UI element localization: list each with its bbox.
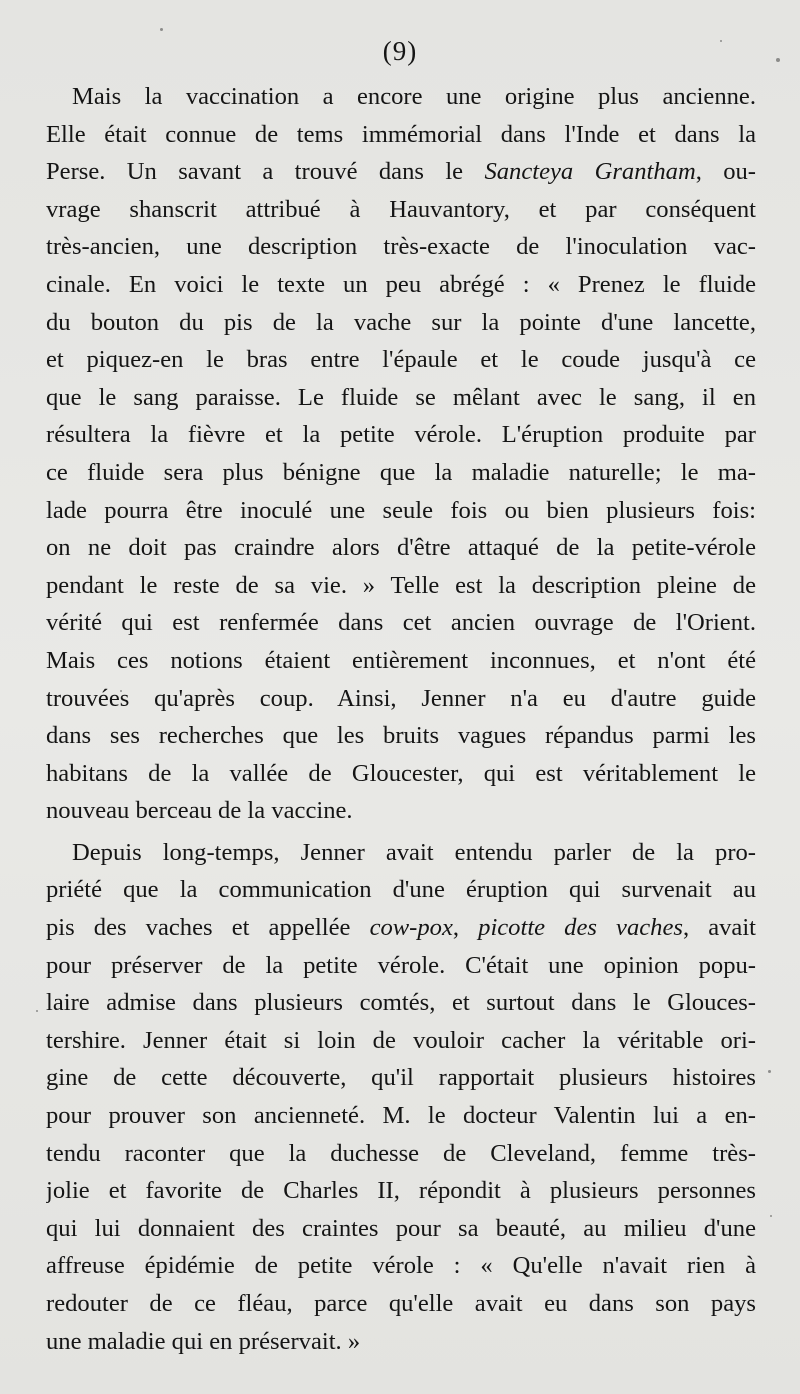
text-line: jolie et favorite de Charles II, répondit à plusieurs personnes <box>46 1177 756 1205</box>
text-line: cinale. En voici le texte un peu abrégé : « Prenez le fluide <box>46 270 756 298</box>
ink-speck <box>776 58 780 62</box>
ink-speck <box>36 1010 38 1012</box>
text-line: nouveau berceau de la vaccine. <box>46 797 353 825</box>
text-line: Elle était connue de tems immémorial dans l'Inde et dans la <box>46 120 756 148</box>
text-line: Mais ces notions étaient entièrement inconnues, et n'ont été <box>46 646 756 674</box>
ink-speck <box>768 1070 771 1073</box>
text-line: ce fluide sera plus bénigne que la maladie naturelle; le ma- <box>46 458 756 486</box>
ink-speck <box>770 1215 772 1217</box>
text-line: tershire. Jenner était si loin de vouloir cacher la véritable ori- <box>46 1026 756 1054</box>
text-line: très-ancien, une description très-exacte de l'inoculation vac- <box>46 233 756 261</box>
text-line: gine de cette découverte, qu'il rapportait plusieurs histoires <box>46 1064 756 1092</box>
text-line: résultera la fièvre et la petite vérole. L'éruption produite par <box>46 421 756 449</box>
text-line: une maladie qui en préservait. » <box>46 1327 361 1355</box>
ink-speck <box>160 28 163 31</box>
text-line: trouvées qu'après coup. Ainsi, Jenner n'a eu d'autre guide <box>46 684 756 712</box>
text-line: Depuis long-temps, Jenner avait entendu parler de la pro- <box>72 838 756 866</box>
text-line: tendu raconter que la duchesse de Cleveland, femme très- <box>46 1139 756 1167</box>
text-line: dans ses recherches que les bruits vagues répandus parmi les <box>46 722 756 750</box>
text-line: habitans de la vallée de Gloucester, qui est véritablement le <box>46 759 756 787</box>
text-line: vrage shanscrit attribué à Hauvantory, et par conséquent <box>46 195 756 223</box>
text-line: laire admise dans plusieurs comtés, et surtout dans le Glouces- <box>46 989 756 1017</box>
text-line: pour prouver son ancienneté. M. le docteur Valentin lui a en- <box>46 1102 756 1130</box>
text-line: priété que la communication d'une éruption qui survenait au <box>46 876 756 904</box>
text-line: vérité qui est renfermée dans cet ancien ouvrage de l'Orient. <box>46 609 756 637</box>
text-line: du bouton du pis de la vache sur la pointe d'une lancette, <box>46 308 756 336</box>
text-line: pour préserver de la petite vérole. C'était une opinion popu- <box>46 951 756 979</box>
text-line: que le sang paraisse. Le fluide se mêlant avec le sang, il en <box>46 383 756 411</box>
paragraph <box>46 834 756 1360</box>
text-line: on ne doit pas craindre alors d'être attaqué de la petite-vérole <box>46 534 756 562</box>
ink-speck <box>720 40 722 42</box>
text-line: lade pourra être inoculé une seule fois ou bien plusieurs fois: <box>46 496 756 524</box>
text-line: redouter de ce fléau, parce qu'elle avait eu dans son pays <box>46 1290 756 1317</box>
paragraph <box>46 78 756 830</box>
text-line: Mais la vaccination a encore une origine plus ancienne. <box>72 83 756 110</box>
text-line: pis des vaches et appellée cow-pox, picotte des vaches, avait <box>46 914 756 942</box>
text-line: qui lui donnaient des craintes pour sa beauté, au milieu d'une <box>46 1214 756 1242</box>
text-line: pendant le reste de sa vie. » Telle est la description pleine de <box>46 571 756 599</box>
text-line: Perse. Un savant a trouvé dans le Sancteya Grantham, ou- <box>46 158 756 186</box>
text-line: et piquez-en le bras entre l'épaule et le coude jusqu'à ce <box>46 346 756 374</box>
page-number: (9) <box>382 36 418 66</box>
ink-speck <box>120 690 122 692</box>
body-text <box>46 78 756 1360</box>
text-line: affreuse épidémie de petite vérole : « Qu'elle n'avait rien à <box>46 1252 756 1280</box>
